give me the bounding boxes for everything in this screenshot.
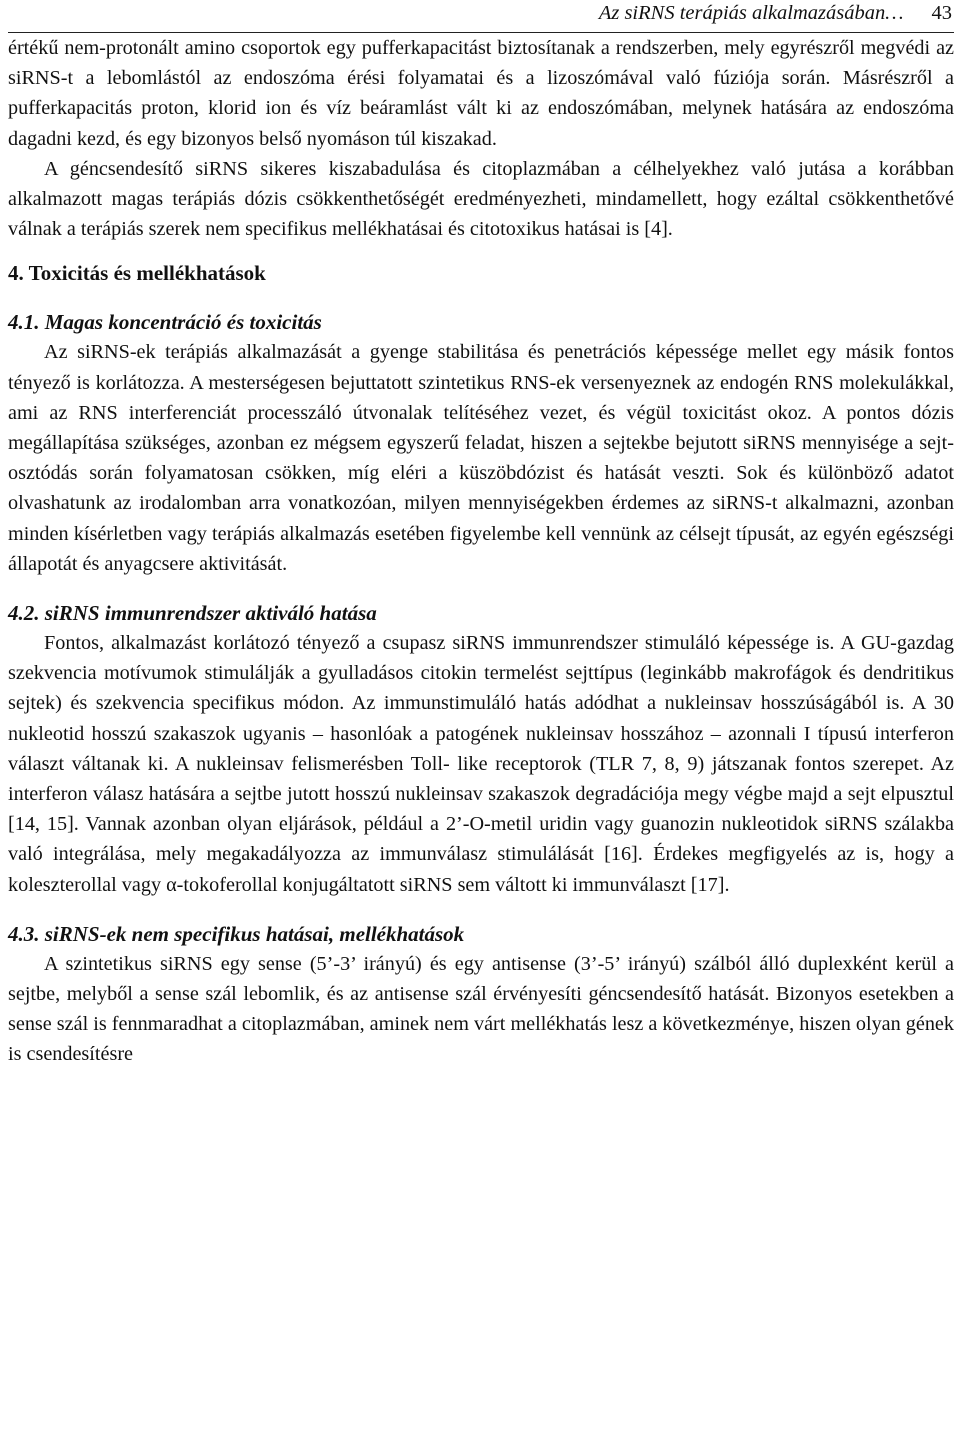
running-header-title: Az siRNS terápiás alkalmazásában…: [598, 2, 904, 24]
section-heading: 4. Toxicitás és mellékhatások: [8, 261, 266, 286]
subsection-heading: 4.2. siRNS immunrendszer aktiváló hatása: [8, 601, 377, 626]
paragraph: A géncsendesítő siRNS sikeres kiszabadulása és citoplazmában a célhelyekhez való jutása a korábban alkalmazott magas terápiás dózis csökkenthetőségét eredményezheti, mindamellett, hogy ezáltal csökkenthetővé válnak a terápiás szerek nem specifikus mellékhatásai és citotoxikus hatásai is [4].: [8, 157, 954, 241]
paragraph: Fontos, alkalmazást korlátozó tényező a csupasz siRNS immunrendszer stimuláló képessége is. A GU-gazdag szekvencia motívumok stimulálják a gyulladásos citokin termelést sejttípus (leginkább makrofágok és dendritikus sejtek) és szekvencia specifikus módon. Az immunstimuláló hatás adódhat a nukleinsav hosszúságából is. A 30 nukleotid hosszú szakaszok ugyanis – hasonlóak a patogének nukleinsav hosszához – azonnali I típusú interferon választ váltanak ki. A nukleinsav felismerésben Toll- like receptorok (TLR 7, 8, 9) játszanak fontos szerepet. Az interferon válasz hatására a sejtbe jutott hosszú nukleinsav szakaszok degradációja megy végbe majd a sejt elpusztul [14, 15]. Vannak azonban olyan eljárások, például a 2’-O-metil uridin vagy guanozin nukleotidok siRNS szálakba való integrálása, mely megakadályozza az immunválasz stimulálását [16]. Érdekes megfigyelés az is, hogy a koleszterollal vagy α-tokoferollal konjugáltatott siRNS sem váltott ki immunválaszt [17].: [8, 632, 954, 896]
paragraph: Az siRNS-ek terápiás alkalmazását a gyenge stabilitása és penetrációs képessége mellet egy másik fontos tényező is korlátozza. A mesterségesen bejuttatott szintetikus RNS-ek versenyeznek az endogén RNS molekulákkal, ami az RNS interferenciát processzáló útvonalak telítéséhez vezet, és végül toxicitást okoz. A pontos dózis megállapítása szükséges, azonban ez mégsem egyszerű feladat, hiszen a sejtekbe bejutott siRNS mennyisége a sejtosztódás során folyamatosan csökken, míg eléri a küszöbdózist és hatását veszti. Sok és különböző adatot olvashatunk az irodalomban arra vonatkozóan, milyen mennyiségekben érdemes az siRNS-t alkalmazni, azonban minden kísérletben vagy terápiás alkalmazás esetében figyelembe kell vennünk az célsejt típusát, az egyén egészségi állapotát és anyagcsere aktivitását.: [8, 341, 954, 575]
page-number: 43: [931, 2, 952, 24]
document-page: [8, 0, 954, 1070]
paragraph-continued: értékű nem-protonált amino csoportok egy pufferkapacitást biztosítanak a rendszerben, mely egyrészről megvédi az siRNS-t a lebomlástól az endoszóma érési folyamatai és a lizoszómával való fúziója során. Másrészről a pufferkapacitás proton, klorid ion és víz beáramlást vált ki az endoszómában, melynek hatására az endoszóma dagadni kezd, és egy bizonyos belső nyomáson túl kiszakad.: [8, 37, 954, 150]
subsection-heading: 4.1. Magas koncentráció és toxicitás: [8, 310, 322, 335]
subsection-heading: 4.3. siRNS-ek nem specifikus hatásai, mellékhatások: [8, 921, 465, 946]
running-header: [8, 0, 954, 33]
paragraph: A szintetikus siRNS egy sense (5’-3’ irányú) és egy antisense (3’-5’ irányú) szálból álló duplexként kerül a sejtbe, melyből a sense szál lebomlik, és az antisense szál érvényesíti géncsendesítő hatását. Bizonyos esetekben a sense szál is fennmaradhat a citoplazmában, aminek nem várt mellékhatás lesz a következménye, hiszen olyan gének is csendesítésre: [8, 952, 954, 1066]
